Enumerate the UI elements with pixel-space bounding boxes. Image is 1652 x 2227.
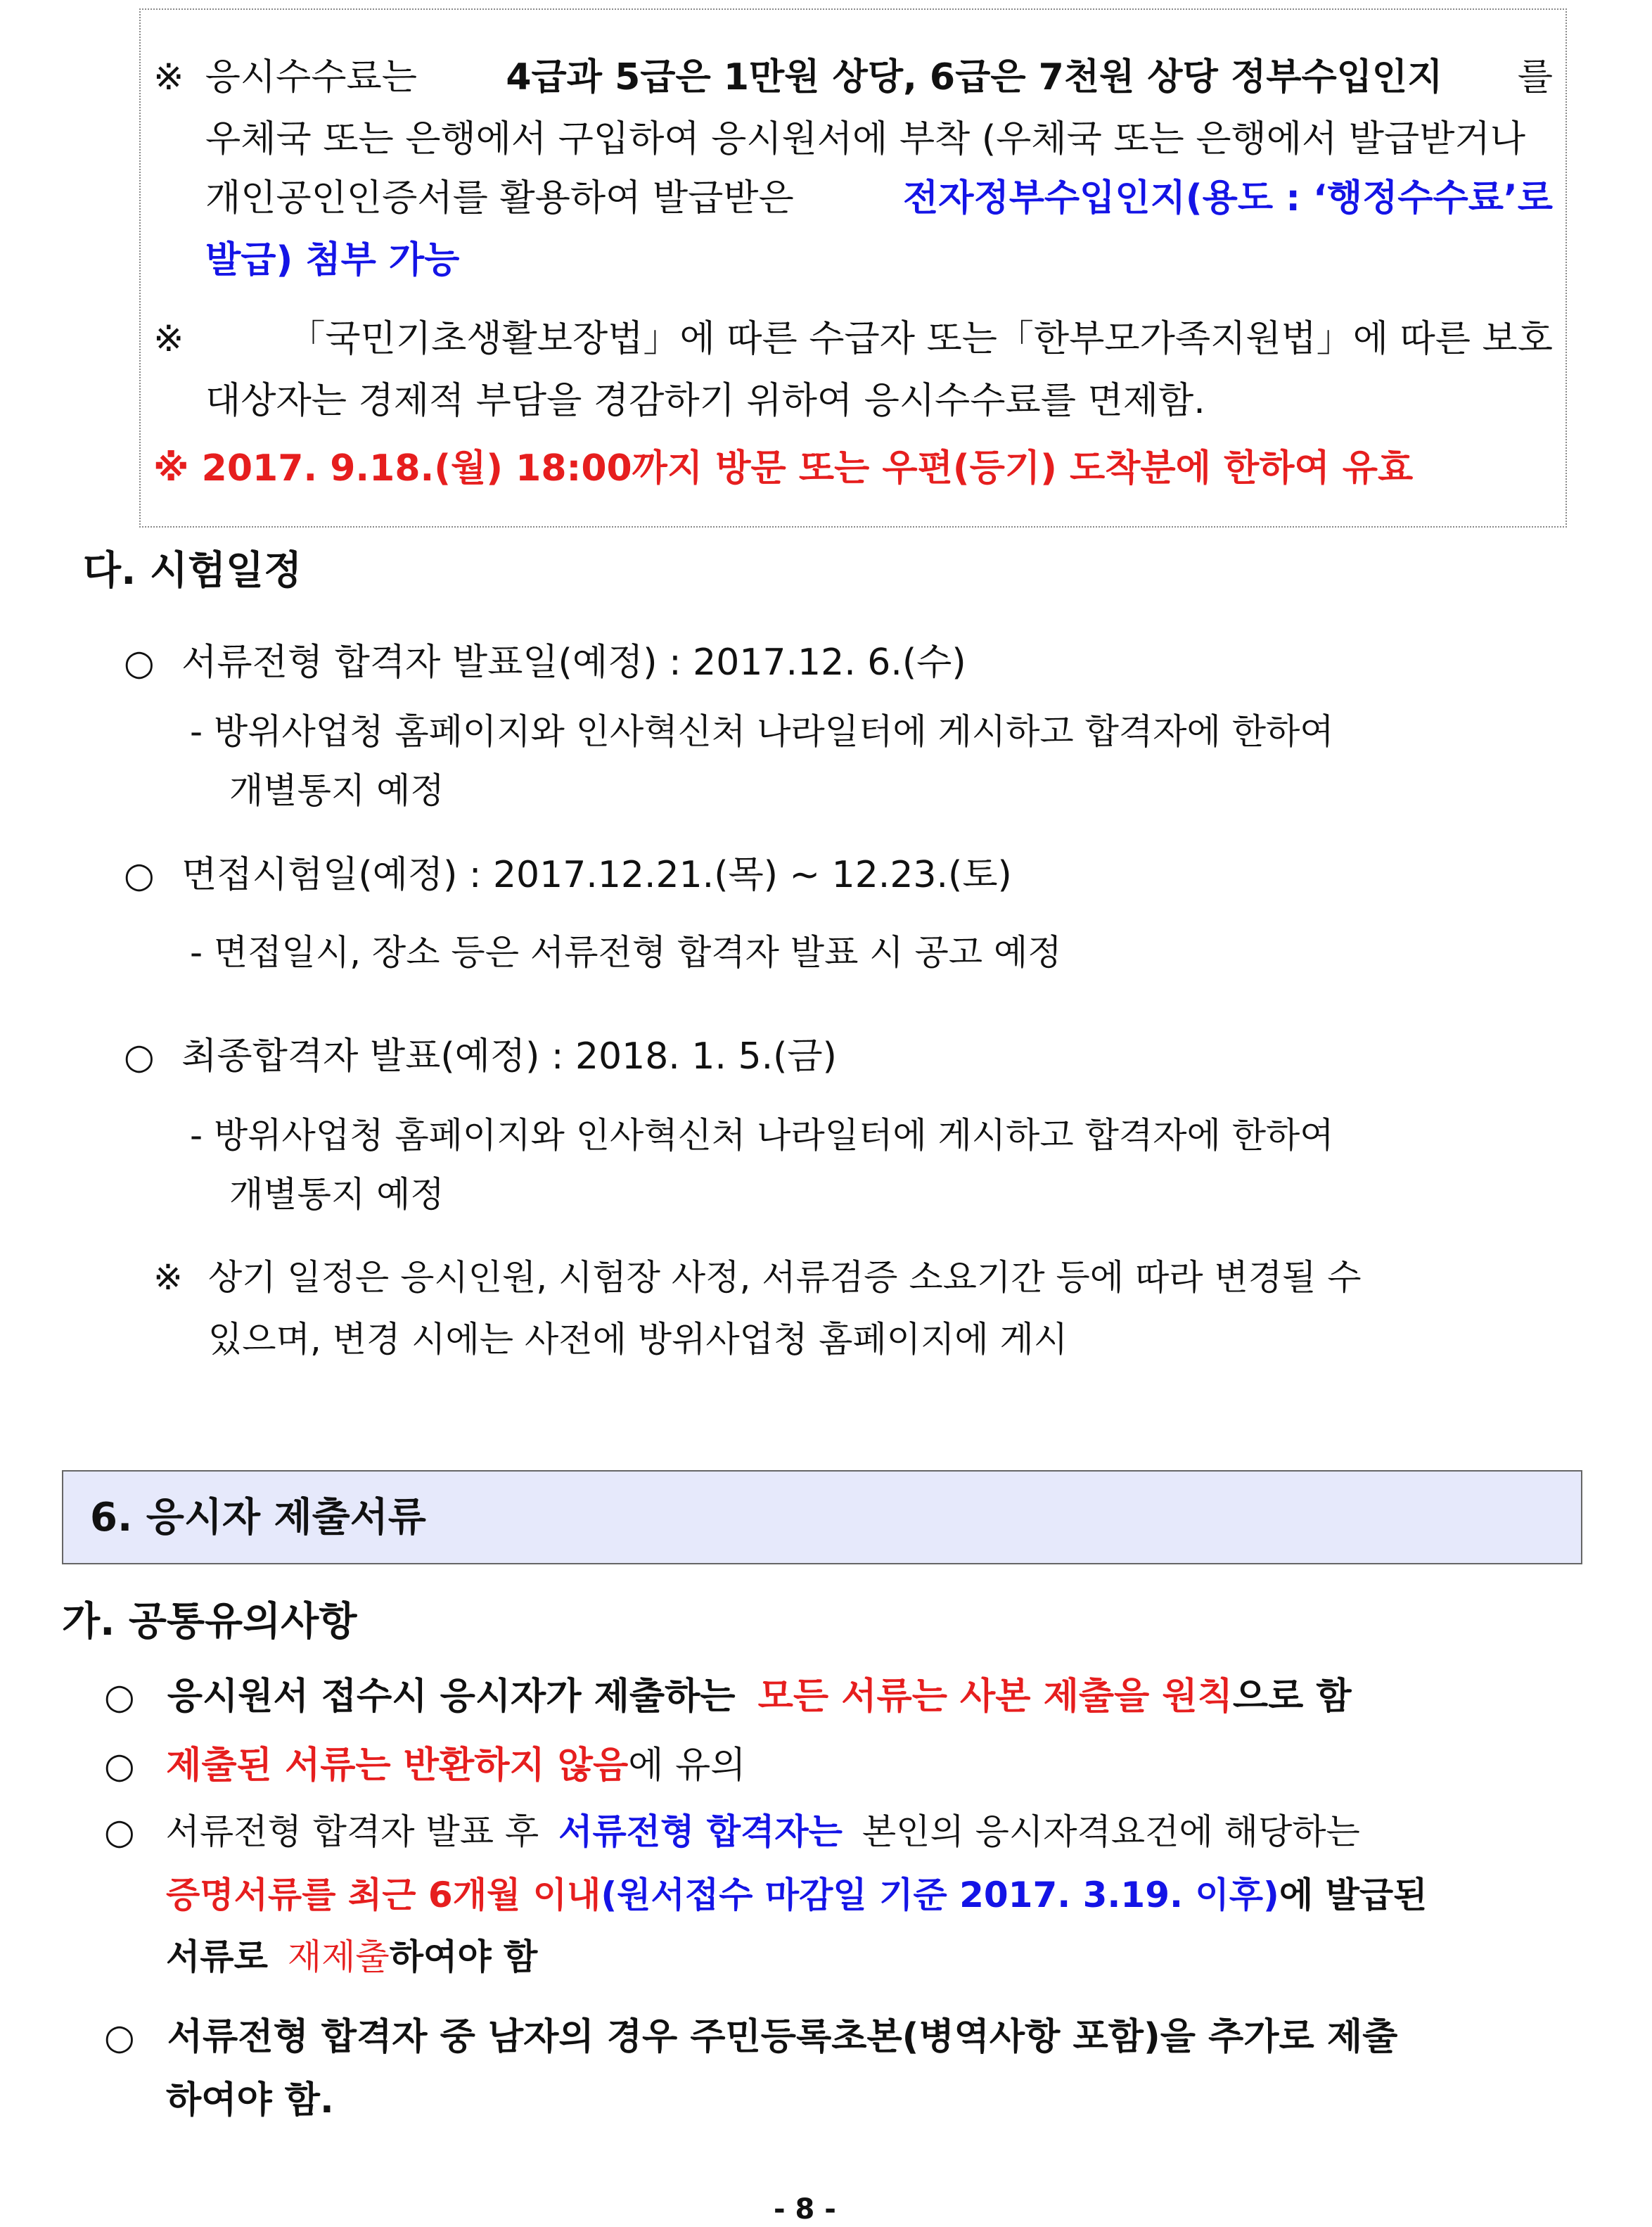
schedule-heading: 다. 시험일정 — [83, 548, 302, 594]
schedule-note-line-1 — [153, 1256, 1362, 1298]
submission-item-3-l3-a: 서류로 — [166, 1936, 268, 1977]
exempt-note-line-1 — [153, 318, 1553, 360]
bullet: ○ — [104, 2017, 135, 2057]
exempt-note-line-1-text: 「국민기초생활보장법」에 따른 수급자 또는「한부모가족지원법」에 따른 보호 — [288, 318, 1553, 360]
section-6-title: 6. 응시자 제출서류 — [90, 1495, 426, 1540]
fee-note-line-4: 발급) 첨부 가능 — [205, 239, 460, 281]
doc-result-text: 서류전형 합격자 발표일(예정) : 2017.12. 6.(수) — [181, 642, 966, 684]
fee-note-line-1-text — [205, 56, 1553, 98]
fee-text-end: 를 — [1517, 56, 1553, 98]
bullet: ○ — [124, 1036, 155, 1077]
doc-result-sub-2: 개별통지 예정 — [229, 770, 444, 811]
reference-date: (원서접수 마감일 기준 2017. 3.19. 이후) — [601, 1875, 1279, 1915]
deadline-note: ※ 2017. 9.18.(월) 18:00까지 방문 또는 우편(등기) 도착분에 한하여 유효 — [153, 447, 1414, 490]
fee-amount: 4급과 5급은 1만원 상당, 6급은 7천원 상당 정부수입인지 — [506, 56, 1443, 98]
submission-item-3-l3-c: 하여야 함 — [389, 1936, 538, 1977]
bullet: ○ — [124, 642, 155, 683]
submission-item-3-l2-c: 에 발급된 — [1279, 1875, 1428, 1915]
note-mark: ※ — [153, 318, 184, 360]
interview-sub-1: - 면접일시, 장소 등은 서류전형 합격자 발표 시 공고 예정 — [190, 932, 1062, 973]
interview-item — [124, 854, 1012, 896]
interview-text: 면접시험일(예정) : 2017.12.21.(목) ~ 12.23.(토) — [181, 854, 1012, 896]
bullet: ○ — [104, 1676, 135, 1717]
page-number: - 8 - — [774, 2193, 836, 2226]
e-stamp-text: 전자정부수입인지(용도 : ‘행정수수료’로 — [903, 177, 1553, 219]
bullet: ○ — [104, 1811, 135, 1852]
fee-note-line-3-a: 개인공인인증서를 활용하여 발급받은 — [205, 177, 794, 219]
submission-item-2 — [104, 1744, 746, 1787]
submission-item-3-line-3 — [166, 1936, 537, 1978]
submission-item-4-line-1 — [104, 2016, 1397, 2058]
submission-item-1-c: 으로 함 — [1232, 1676, 1352, 1718]
doc-passers-text: 서류전형 합격자는 — [558, 1811, 843, 1852]
final-result-sub-1: - 방위사업청 홈페이지와 인사혁신처 나라일터에 게시하고 합격자에 한하여 — [190, 1115, 1334, 1156]
bullet: ○ — [104, 1745, 135, 1786]
note-mark: ※ — [153, 56, 184, 98]
doc-result-item — [124, 642, 966, 684]
schedule-note-line-1-text: 상기 일정은 응시인원, 시험장 사정, 서류검증 소요기간 등에 따라 변경될 수 — [207, 1257, 1362, 1298]
resubmit-text: 재제출 — [287, 1936, 390, 1977]
submission-item-1-a: 응시원서 접수시 응시자가 제출하는 — [167, 1676, 736, 1718]
submission-item-3-line-2 — [166, 1874, 1427, 1916]
copy-principle: 모든 서류는 사본 제출을 원칙 — [757, 1676, 1233, 1718]
no-return-notice: 제출된 서류는 반환하지 않음 — [166, 1744, 629, 1787]
doc-result-sub-1: - 방위사업청 홈페이지와 인사혁신처 나라일터에 게시하고 합격자에 한하여 — [190, 711, 1334, 752]
schedule-note-line-2: 있으며, 변경 시에는 사전에 방위사업청 홈페이지에 게시 — [208, 1319, 1068, 1360]
final-result-text: 최종합격자 발표(예정) : 2018. 1. 5.(금) — [181, 1035, 837, 1078]
fee-note-line-3 — [205, 177, 1553, 219]
final-result-item — [124, 1035, 837, 1078]
fee-text: 응시수수료는 — [205, 56, 417, 98]
submission-item-1 — [104, 1676, 1352, 1718]
exempt-note-line-2: 대상자는 경제적 부담을 경감하기 위하여 응시수수료를 면제함. — [205, 380, 1205, 422]
final-result-sub-2: 개별통지 예정 — [229, 1174, 444, 1215]
common-notes-heading: 가. 공통유의사항 — [62, 1599, 357, 1645]
submission-item-4-line-2: 하여야 함. — [166, 2079, 334, 2121]
submission-item-3-c: 본인의 응시자격요건에 해당하는 — [862, 1811, 1360, 1852]
fee-note-line-1 — [153, 56, 1553, 98]
submission-item-3-a: 서류전형 합격자 발표 후 — [165, 1811, 539, 1852]
fee-note-line-2: 우체국 또는 은행에서 구입하여 응시원서에 부착 (우체국 또는 은행에서 발급받거나 — [205, 118, 1525, 160]
bullet: ○ — [124, 855, 155, 895]
six-month-rule: 증명서류를 최근 6개월 이내 — [166, 1875, 601, 1915]
submission-item-2-b: 에 유의 — [628, 1744, 746, 1787]
submission-item-3-line-1 — [104, 1811, 1360, 1853]
note-mark: ※ — [153, 1257, 183, 1298]
submission-item-4-text: 서류전형 합격자 중 남자의 경우 주민등록초본(병역사항 포함)을 추가로 제출 — [167, 2016, 1398, 2058]
